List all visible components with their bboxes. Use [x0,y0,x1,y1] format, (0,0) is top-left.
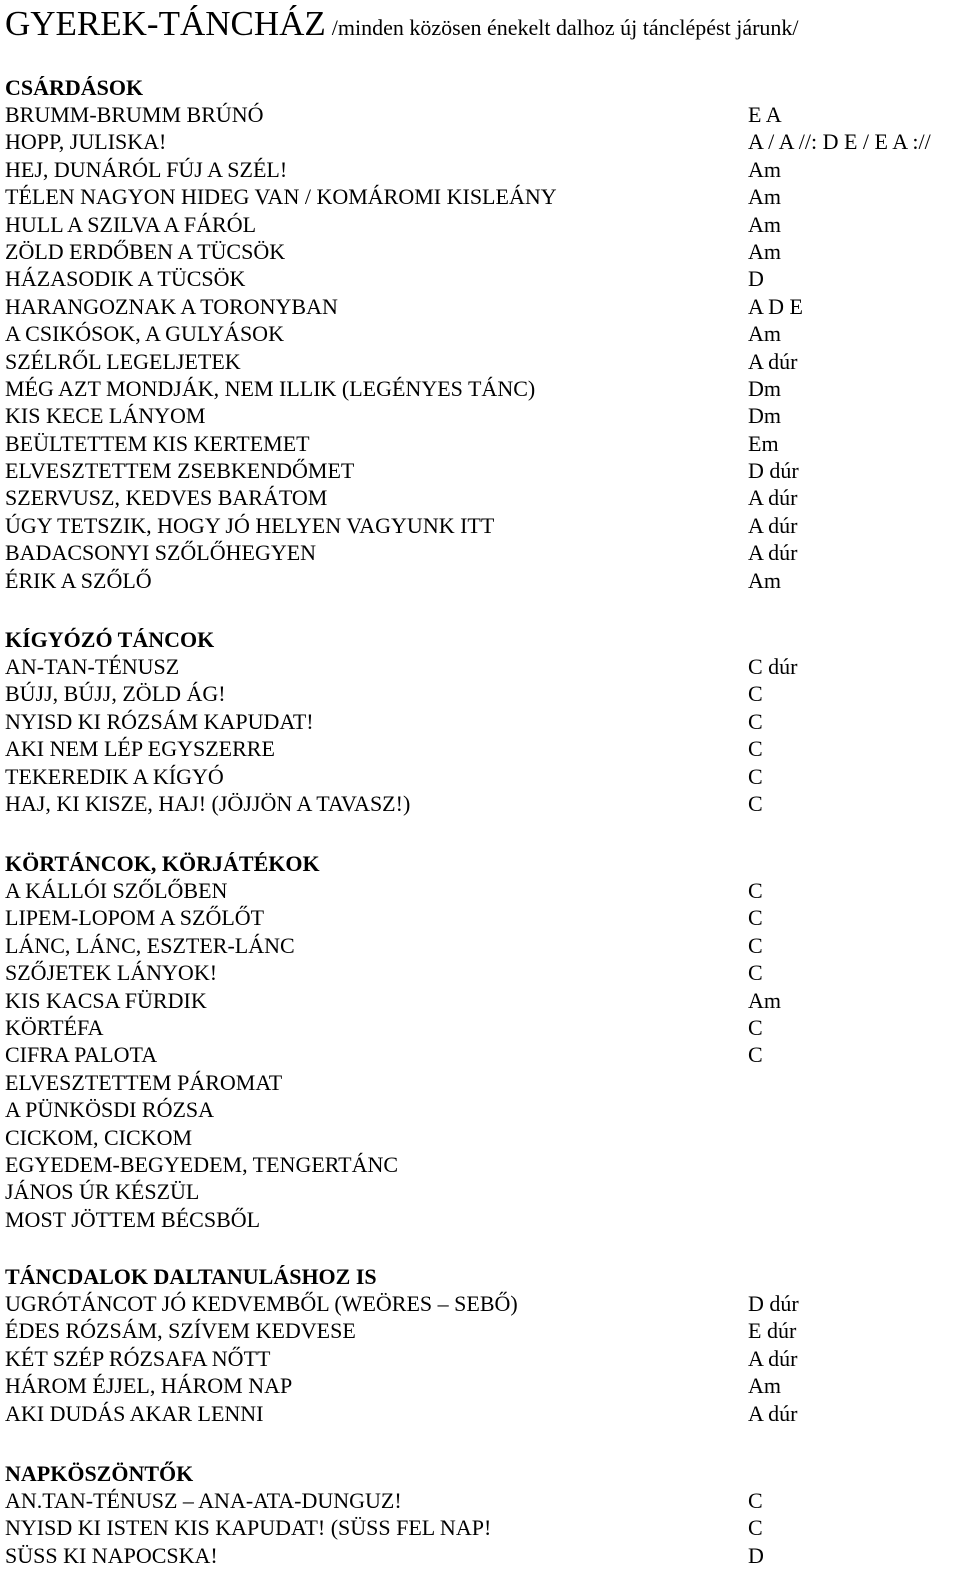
song-row [0,265,960,292]
song-row [0,183,960,210]
song-title: HÁZASODIK A TÜCSÖK [5,266,246,292]
song-row [0,1178,960,1205]
song-row [0,1014,960,1041]
song-row [0,653,960,680]
song-row [0,680,960,707]
song-row [0,567,960,594]
song-title: SZÉLRŐL LEGELJETEK [5,348,241,374]
song-row [0,790,960,817]
song-key: D [748,1542,764,1568]
song-key: C [748,790,763,816]
song-key: Am [748,156,781,182]
song-key: C [748,905,763,931]
song-title: ÉDES RÓZSÁM, SZÍVEM KEDVESE [5,1318,356,1344]
song-title: SÜSS KI NAPOCSKA! [5,1542,218,1568]
song-row [0,430,960,457]
song-key: C [748,878,763,903]
song-key: C [748,1488,763,1513]
song-title: MOST JÖTTEM BÉCSBŐL [5,1206,261,1232]
section-title: KÍGYÓZÓ TÁNCOK [5,627,215,652]
song-title: A CSIKÓSOK, A GULYÁSOK [5,321,284,347]
song-row [0,457,960,484]
song-row [0,1096,960,1123]
document-header [5,4,799,48]
song-row [0,348,960,375]
song-title: BRUMM-BRUMM BRÚNÓ [5,102,264,127]
song-row [0,156,960,183]
song-title: SZERVUSZ, KEDVES BARÁTOM [5,485,328,511]
song-key: E A [748,102,782,127]
song-key: C [748,1515,763,1541]
song-row [0,1345,960,1372]
song-row [0,375,960,402]
song-title: HÁROM ÉJJEL, HÁROM NAP [5,1373,293,1399]
song-title: KÉT SZÉP RÓZSAFA NŐTT [5,1345,271,1371]
song-title: A PÜNKÖSDI RÓZSA [5,1097,215,1123]
song-title: HOPP, JULISKA! [5,129,167,155]
song-key: Am [748,987,781,1013]
song-row [0,1317,960,1344]
song-title: NYISD KI ISTEN KIS KAPUDAT! (SÜSS FEL NAP! [5,1515,492,1541]
song-title: A KÁLLÓI SZŐLŐBEN [5,878,228,903]
song-title: HULL A SZILVA A FÁRÓL [5,211,257,237]
song-row [0,1069,960,1096]
song-row [0,1151,960,1178]
song-title: ELVESZTETTEM PÁROMAT [5,1069,283,1095]
song-title: AKI DUDÁS AKAR LENNI [5,1400,264,1426]
song-title: LIPEM-LOPOM A SZŐLŐT [5,905,265,931]
section [0,1263,960,1427]
song-key: C dúr [748,654,798,679]
song-title: BEÜLTETTEM KIS KERTEMET [5,430,310,456]
song-key: Dm [748,403,781,429]
song-title: SZŐJETEK LÁNYOK! [5,960,218,986]
song-row [0,1206,960,1233]
song-title: ÉRIK A SZŐLŐ [5,567,152,593]
song-key: C [748,1042,763,1068]
song-key: D dúr [748,458,799,484]
section-title: NAPKÖSZÖNTŐK [5,1461,194,1486]
song-row [0,1041,960,1068]
section-title: KÖRTÁNCOK, KÖRJÁTÉKOK [5,851,320,876]
song-key: C [748,763,763,789]
song-row [0,293,960,320]
song-title: TÉLEN NAGYON HIDEG VAN / KOMÁROMI KISLEÁNY [5,184,557,210]
song-key: C [748,1014,763,1040]
song-key: C [748,960,763,986]
section [0,850,960,1233]
song-title: KÖRTÉFA [5,1014,104,1040]
song-key: Am [748,567,781,593]
song-row [0,932,960,959]
song-row [0,1400,960,1427]
song-title: BADACSONYI SZŐLŐHEGYEN [5,540,317,566]
song-key: A D E [748,293,803,319]
song-row [0,512,960,539]
song-row [0,735,960,762]
song-row [0,1290,960,1317]
song-row [0,877,960,904]
song-title: ZÖLD ERDŐBEN A TÜCSÖK [5,238,286,264]
song-row [0,402,960,429]
song-key: Am [748,211,781,237]
song-row [0,1487,960,1514]
song-row [0,211,960,238]
song-title: HEJ, DUNÁRÓL FÚJ A SZÉL! [5,156,288,182]
song-key: E dúr [748,1318,797,1344]
song-key: C [748,932,763,958]
song-title: JÁNOS ÚR KÉSZÜL [5,1179,200,1205]
song-title: BÚJJ, BÚJJ, ZÖLD ÁG! [5,681,226,707]
song-key: Dm [748,375,781,401]
song-row [0,1372,960,1399]
song-row [0,238,960,265]
song-title: AN.TAN-TÉNUSZ – ANA-ATA-DUNGUZ! [5,1488,402,1513]
song-row [0,708,960,735]
song-key: C [748,708,763,734]
song-key: A dúr [748,540,798,566]
song-title: NYISD KI RÓZSÁM KAPUDAT! [5,708,314,734]
song-key: C [748,681,763,707]
song-title: HAJ, KI KISZE, HAJ! (JÖJJÖN A TAVASZ!) [5,790,411,816]
song-key: Am [748,1373,781,1399]
song-row [0,484,960,511]
song-row [0,1124,960,1151]
document-subtitle: /minden közösen énekelt dalhoz új tánclépést járunk/ [331,15,799,40]
song-key: Am [748,184,781,210]
song-key: Am [748,238,781,264]
song-title: LÁNC, LÁNC, ESZTER-LÁNC [5,932,295,958]
song-row [0,1514,960,1541]
song-key: A dúr [748,1400,798,1426]
song-title: KIS KACSA FÜRDIK [5,987,207,1013]
section [0,74,960,594]
song-key: Am [748,321,781,347]
song-title: CIFRA PALOTA [5,1042,158,1068]
song-row [0,763,960,790]
song-row [0,320,960,347]
song-title: ELVESZTETTEM ZSEBKENDŐMET [5,458,355,484]
song-title: EGYEDEM-BEGYEDEM, TENGERTÁNC [5,1151,399,1177]
song-title: TEKEREDIK A KÍGYÓ [5,763,224,789]
song-key: C [748,736,763,762]
song-key: Em [748,430,779,456]
song-key: A dúr [748,1345,798,1371]
song-row [0,987,960,1014]
song-row [0,128,960,155]
section [0,1460,960,1569]
document-title: GYEREK-TÁNCHÁZ [5,4,326,43]
song-key: D dúr [748,1291,799,1316]
section [0,626,960,817]
song-row [0,1542,960,1569]
section-title: CSÁRDÁSOK [5,75,144,100]
song-key: A dúr [748,512,798,538]
song-row [0,539,960,566]
song-row [0,101,960,128]
song-title: MÉG AZT MONDJÁK, NEM ILLIK (LEGÉNYES TÁNC) [5,375,536,401]
song-title: AN-TAN-TÉNUSZ [5,654,180,679]
song-title: ÚGY TETSZIK, HOGY JÓ HELYEN VAGYUNK ITT [5,512,495,538]
song-title: CICKOM, CICKOM [5,1124,193,1150]
song-row [0,904,960,931]
song-title: AKI NEM LÉP EGYSZERRE [5,736,275,762]
song-key: A dúr [748,485,798,511]
song-key: A / A //: D E / E A :// [748,129,931,155]
song-title: UGRÓTÁNCOT JÓ KEDVEMBŐL (WEÖRES – SEBŐ) [5,1291,518,1316]
song-key: A dúr [748,348,798,374]
section-title: TÁNCDALOK DALTANULÁSHOZ IS [5,1264,377,1289]
song-row [0,959,960,986]
song-title: KIS KECE LÁNYOM [5,403,206,429]
song-key: D [748,266,764,292]
song-title: HARANGOZNAK A TORONYBAN [5,293,338,319]
